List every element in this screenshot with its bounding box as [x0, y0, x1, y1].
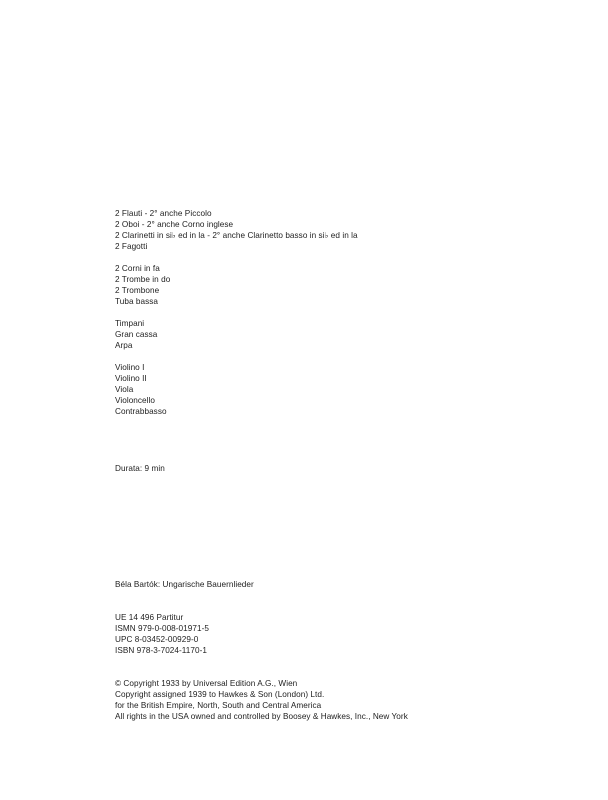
catalog-numbers — [115, 612, 209, 656]
catalog-line: ISBN 978-3-7024-1170-1 — [115, 646, 207, 655]
group-spacer — [115, 252, 358, 263]
instrument-line: Violoncello — [115, 396, 155, 405]
copyright-line: Copyright assigned 1939 to Hawkes & Son (London) Ltd. — [115, 690, 325, 699]
instrument-line: Timpani — [115, 319, 145, 328]
copyright-line: All rights in the USA owned and controlled by Boosey & Hawkes, Inc., New York — [115, 712, 408, 721]
catalog-line: UE 14 496 Partitur — [115, 613, 184, 622]
work-title-block — [115, 579, 254, 590]
copyright-notice — [115, 678, 408, 722]
instrument-line: 2 Flauti - 2° anche Piccolo — [115, 209, 212, 218]
instrument-line: Viola — [115, 385, 134, 394]
duration-text: Durata: 9 min — [115, 464, 165, 473]
instrument-line: Contrabbasso — [115, 407, 167, 416]
strings-group — [115, 362, 358, 417]
instrument-line: 2 Corni in fa — [115, 264, 160, 273]
woodwinds-group — [115, 208, 358, 252]
instrument-line: Arpa — [115, 341, 133, 350]
instrument-line: Violino I — [115, 363, 145, 372]
copyright-line: for the British Empire, North, South and Central America — [115, 701, 322, 710]
group-spacer — [115, 351, 358, 362]
work-title: Béla Bartók: Ungarische Bauernlieder — [115, 580, 254, 589]
duration-block — [115, 463, 165, 474]
instrument-line: Violino II — [115, 374, 147, 383]
group-spacer — [115, 307, 358, 318]
catalog-line: UPC 8-03452-00929-0 — [115, 635, 199, 644]
instrument-line: Tuba bassa — [115, 297, 158, 306]
instrument-line: Gran cassa — [115, 330, 158, 339]
catalog-line: ISMN 979-0-008-01971-5 — [115, 624, 209, 633]
copyright-line: © Copyright 1933 by Universal Edition A.G., Wien — [115, 679, 298, 688]
percussion-harp-group — [115, 318, 358, 351]
brass-group — [115, 263, 358, 307]
instrument-line: 2 Trombone — [115, 286, 160, 295]
instrument-line: 2 Trombe in do — [115, 275, 171, 284]
instrument-line: 2 Clarinetti in si♭ ed in la - 2° anche Clarinetto basso in si♭ ed in la — [115, 231, 358, 240]
instrumentation-list — [115, 208, 358, 417]
instrument-line: 2 Oboi - 2° anche Corno inglese — [115, 220, 234, 229]
instrument-line: 2 Fagotti — [115, 242, 148, 251]
